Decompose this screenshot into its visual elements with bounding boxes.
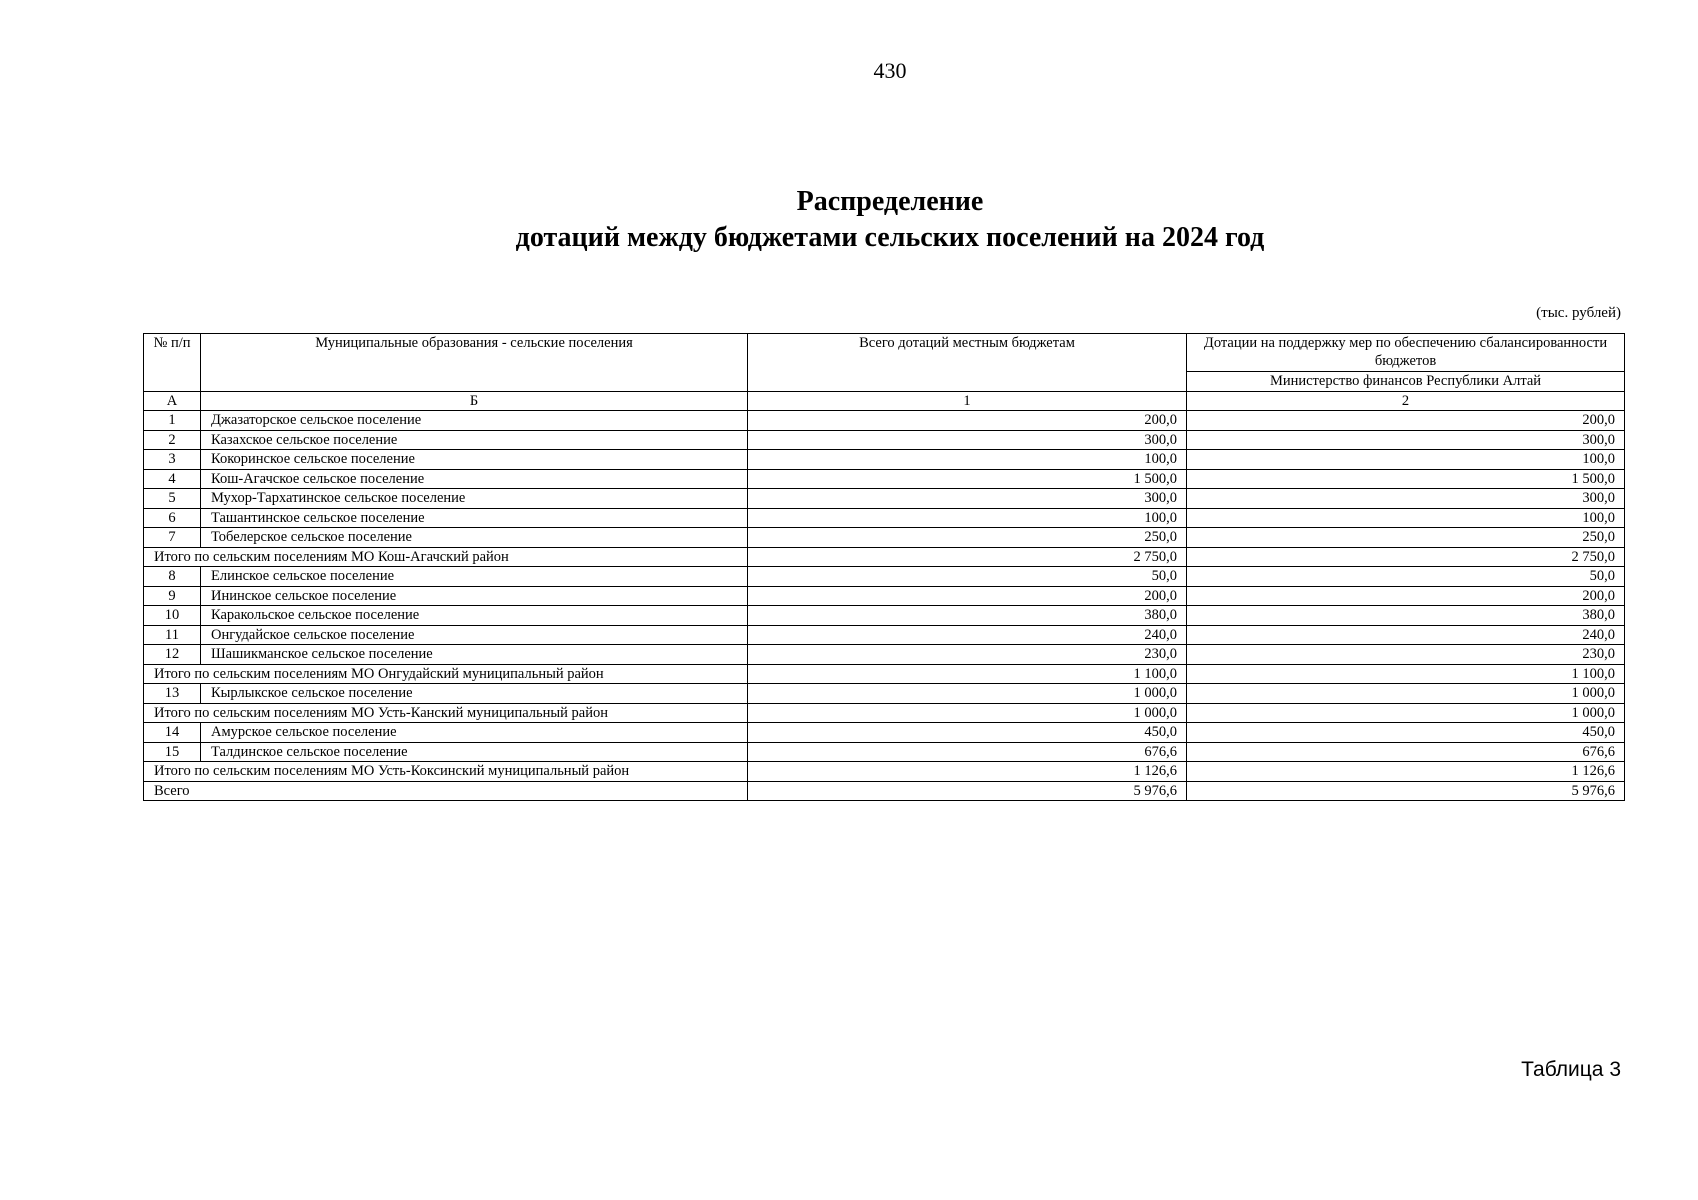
subsidy-value: 676,6 (1187, 742, 1625, 762)
total-value: 380,0 (748, 606, 1187, 626)
title-line-1: Распределение (796, 186, 984, 217)
col-index-1: 1 (748, 391, 1187, 411)
subtotal-row (144, 762, 1625, 782)
settlement-name: Мухор-Тархатинское сельское поселение (201, 489, 748, 509)
total-value: 100,0 (748, 450, 1187, 470)
settlement-name: Тобелерское сельское поселение (201, 528, 748, 548)
header-row (144, 334, 1625, 372)
table-row (144, 450, 1625, 470)
col-index-2: 2 (1187, 391, 1625, 411)
total-value: 50,0 (748, 567, 1187, 587)
subsidy-value: 300,0 (1187, 430, 1625, 450)
col-index-b: Б (201, 391, 748, 411)
table-row (144, 742, 1625, 762)
total-value: 200,0 (748, 586, 1187, 606)
subsidy-value: 5 976,6 (1187, 781, 1625, 801)
units-label: (тыс. рублей) (1536, 305, 1621, 321)
table-row (144, 645, 1625, 665)
row-number: 2 (144, 430, 201, 450)
header-subsidy: Дотации на поддержку мер по обеспечению сбалансированности бюджетов (1187, 334, 1625, 372)
row-number: 3 (144, 450, 201, 470)
table-row (144, 567, 1625, 587)
row-number: 7 (144, 528, 201, 548)
settlement-name: Кош-Агачское сельское поселение (201, 469, 748, 489)
settlement-name: Елинское сельское поселение (201, 567, 748, 587)
table-row (144, 411, 1625, 431)
row-number: 12 (144, 645, 201, 665)
subtotal-name: Итого по сельским поселениям МО Кош-Агачский район (144, 547, 748, 567)
table-row (144, 723, 1625, 743)
subsidy-value: 200,0 (1187, 586, 1625, 606)
total-value: 1 126,6 (748, 762, 1187, 782)
total-value: 250,0 (748, 528, 1187, 548)
column-index-row (144, 391, 1625, 411)
total-value: 300,0 (748, 430, 1187, 450)
subsidy-value: 50,0 (1187, 567, 1625, 587)
budget-table (143, 333, 1625, 801)
table-row (144, 489, 1625, 509)
row-number: 10 (144, 606, 201, 626)
settlement-name: Ининское сельское поселение (201, 586, 748, 606)
total-value: 100,0 (748, 508, 1187, 528)
subsidy-value: 100,0 (1187, 508, 1625, 528)
total-value: 1 000,0 (748, 703, 1187, 723)
title-line-2: дотаций между бюджетами сельских поселений на 2024 год (515, 222, 1265, 253)
table-row (144, 430, 1625, 450)
settlement-name: Шашикманское сельское поселение (201, 645, 748, 665)
table-row (144, 625, 1625, 645)
subsidy-value: 1 126,6 (1187, 762, 1625, 782)
col-index-a: А (144, 391, 201, 411)
header-name: Муниципальные образования - сельские поселения (201, 334, 748, 392)
subtotal-name: Итого по сельским поселениям МО Онгудайский муниципальный район (144, 664, 748, 684)
subsidy-value: 380,0 (1187, 606, 1625, 626)
settlement-name: Ташантинское сельское поселение (201, 508, 748, 528)
subsidy-value: 1 100,0 (1187, 664, 1625, 684)
subtotal-row (144, 781, 1625, 801)
total-value: 5 976,6 (748, 781, 1187, 801)
total-value: 676,6 (748, 742, 1187, 762)
settlement-name: Каракольское сельское поселение (201, 606, 748, 626)
subsidy-value: 240,0 (1187, 625, 1625, 645)
subsidy-value: 2 750,0 (1187, 547, 1625, 567)
table-row (144, 528, 1625, 548)
subsidy-value: 300,0 (1187, 489, 1625, 509)
total-value: 450,0 (748, 723, 1187, 743)
row-number: 9 (144, 586, 201, 606)
row-number: 5 (144, 489, 201, 509)
subtotal-row (144, 547, 1625, 567)
header-ministry: Министерство финансов Республики Алтай (1187, 372, 1625, 392)
table-caption: Таблица 3 (1521, 1058, 1621, 1081)
row-number: 13 (144, 684, 201, 704)
row-number: 14 (144, 723, 201, 743)
row-number: 6 (144, 508, 201, 528)
document-title (0, 184, 1698, 256)
total-value: 2 750,0 (748, 547, 1187, 567)
row-number: 1 (144, 411, 201, 431)
subtotal-name: Всего (144, 781, 748, 801)
settlement-name: Амурское сельское поселение (201, 723, 748, 743)
page-number: 430 (873, 58, 907, 83)
row-number: 15 (144, 742, 201, 762)
subsidy-value: 1 000,0 (1187, 703, 1625, 723)
subsidy-value: 100,0 (1187, 450, 1625, 470)
settlement-name: Джазаторское сельское поселение (201, 411, 748, 431)
settlement-name: Казахское сельское поселение (201, 430, 748, 450)
row-number: 8 (144, 567, 201, 587)
subsidy-value: 230,0 (1187, 645, 1625, 665)
total-value: 240,0 (748, 625, 1187, 645)
total-value: 300,0 (748, 489, 1187, 509)
total-value: 1 500,0 (748, 469, 1187, 489)
subtotal-row (144, 703, 1625, 723)
subtotal-name: Итого по сельским поселениям МО Усть-Канский муниципальный район (144, 703, 748, 723)
row-number: 4 (144, 469, 201, 489)
header-total: Всего дотаций местным бюджетам (748, 334, 1187, 392)
settlement-name: Кырлыкское сельское поселение (201, 684, 748, 704)
table-row (144, 606, 1625, 626)
subsidy-value: 250,0 (1187, 528, 1625, 548)
settlement-name: Талдинское сельское поселение (201, 742, 748, 762)
settlement-name: Онгудайское сельское поселение (201, 625, 748, 645)
header-num: № п/п (144, 334, 201, 392)
table-row (144, 469, 1625, 489)
settlement-name: Кокоринское сельское поселение (201, 450, 748, 470)
table-row (144, 586, 1625, 606)
subsidy-value: 450,0 (1187, 723, 1625, 743)
table-row (144, 508, 1625, 528)
row-number: 11 (144, 625, 201, 645)
subsidy-value: 200,0 (1187, 411, 1625, 431)
total-value: 1 000,0 (748, 684, 1187, 704)
subsidy-value: 1 000,0 (1187, 684, 1625, 704)
subsidy-value: 1 500,0 (1187, 469, 1625, 489)
total-value: 230,0 (748, 645, 1187, 665)
total-value: 200,0 (748, 411, 1187, 431)
subtotal-row (144, 664, 1625, 684)
total-value: 1 100,0 (748, 664, 1187, 684)
table-row (144, 684, 1625, 704)
subtotal-name: Итого по сельским поселениям МО Усть-Коксинский муниципальный район (144, 762, 748, 782)
